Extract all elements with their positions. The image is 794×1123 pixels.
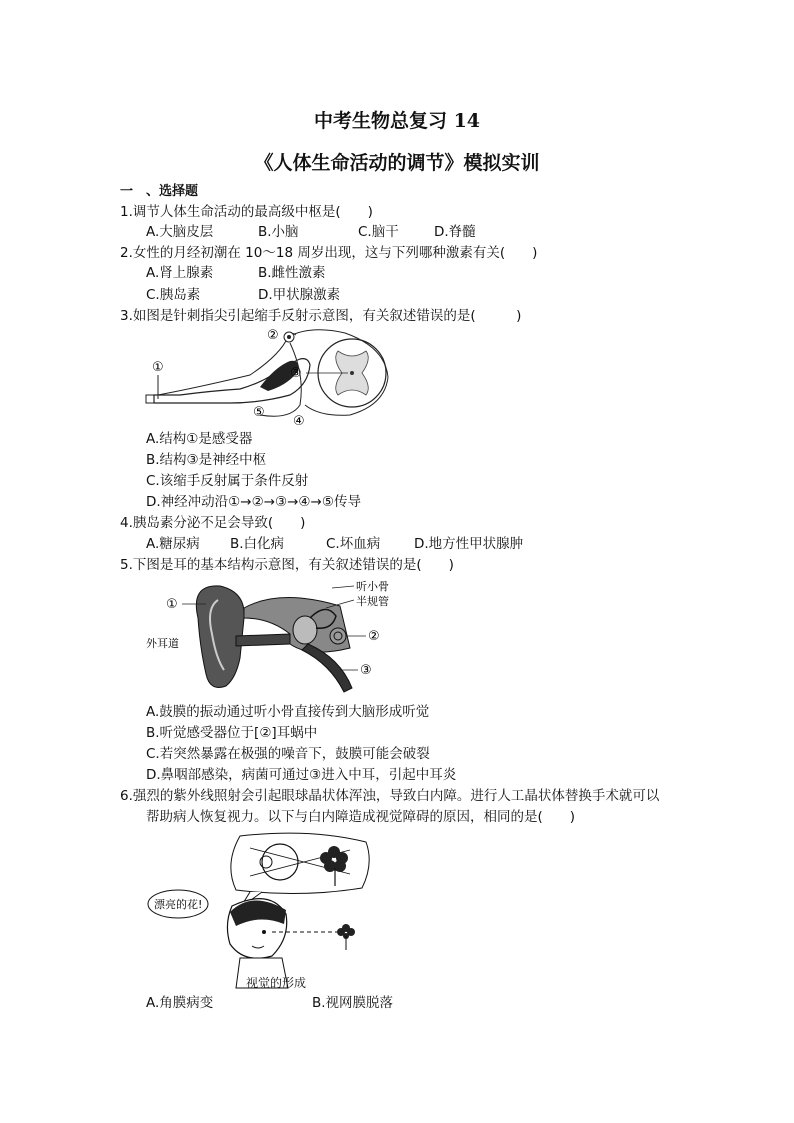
question-2-option-a: A.肾上腺素 — [146, 265, 214, 281]
question-1-option-b: B.小脑 — [258, 224, 299, 240]
question-3-option-c: C.该缩手反射属于条件反射 — [146, 473, 309, 489]
ear-label-canal: 外耳道 — [146, 637, 179, 650]
question-4-option-b: B.白化病 — [230, 536, 285, 552]
question-6-stem-continued: 帮助病人恢复视力。以下与白内障造成视觉障碍的原因，相同的是( ) — [146, 809, 576, 825]
question-5-option-c: C.若突然暴露在极强的噪音下，鼓膜可能会破裂 — [146, 746, 430, 762]
question-6-option-b: B.视网膜脱落 — [312, 995, 394, 1011]
vision-figure-caption: 视觉的形成 — [246, 976, 307, 990]
question-1-stem: 1.调节人体生命活动的最高级中枢是( ) — [120, 204, 373, 220]
question-6-stem: 6.强烈的紫外线照射会引起眼球晶状体浑浊，导致白内障。进行人工晶状体替换手术就可以 — [120, 788, 660, 804]
question-6-option-a: A.角膜病变 — [146, 995, 214, 1011]
question-1-option-c: C.脑干 — [358, 224, 399, 240]
ear-structure-figure — [140, 578, 400, 698]
question-5-stem: 5.下图是耳的基本结构示意图，有关叙述错误的是( ) — [120, 557, 454, 573]
question-1-option-a: A.大脑皮层 — [146, 224, 214, 240]
question-4-option-c: C.坏血病 — [326, 536, 381, 552]
page-subtitle: 《人体生命活动的调节》模拟实训 — [254, 152, 540, 174]
ear-label-3: ③ — [360, 663, 372, 678]
reflex-label-4: ④ — [293, 414, 305, 425]
reflex-arc-figure — [140, 325, 400, 425]
ear-label-1: ① — [166, 597, 178, 612]
question-1-option-d: D.脊髓 — [434, 224, 476, 240]
question-2-option-d: D.甲状腺激素 — [258, 287, 341, 303]
question-3-option-a: A.结构①是感受器 — [146, 431, 253, 447]
vision-formation-figure — [140, 828, 380, 993]
question-5-option-a: A.鼓膜的振动通过听小骨直接传到大脑形成听觉 — [146, 704, 430, 720]
section-heading: 一 、选择题 — [120, 184, 199, 199]
reflex-label-5: ⑤ — [253, 405, 265, 420]
ear-label-canals: 半规管 — [356, 595, 389, 608]
reflex-label-3: ③ — [290, 366, 302, 381]
speech-bubble-text: 漂亮的花! — [154, 898, 203, 911]
question-4-stem: 4.胰岛素分泌不足会导致( ) — [120, 515, 306, 531]
ear-label-2: ② — [368, 629, 380, 644]
question-2-stem: 2.女性的月经初潮在 10～18 周岁出现，这与下列哪种激素有关( ) — [120, 245, 538, 261]
reflex-label-1: ① — [152, 360, 164, 375]
question-5-option-d: D.鼻咽部感染，病菌可通过③进入中耳，引起中耳炎 — [146, 767, 457, 783]
reflex-label-2: ② — [267, 328, 279, 343]
question-3-stem: 3.如图是针刺指尖引起缩手反射示意图，有关叙述错误的是( ) — [120, 308, 522, 324]
ear-label-ossicles: 听小骨 — [356, 580, 389, 593]
question-5-option-b: B.听觉感受器位于[②]耳蜗中 — [146, 725, 318, 741]
page-title: 中考生物总复习 14 — [313, 110, 481, 132]
question-3-option-b: B.结构③是神经中枢 — [146, 452, 267, 468]
question-4-option-d: D.地方性甲状腺肿 — [414, 536, 524, 552]
question-4-option-a: A.糖尿病 — [146, 536, 200, 552]
question-2-option-c: C.胰岛素 — [146, 287, 201, 303]
question-3-option-d: D.神经冲动沿①→②→③→④→⑤传导 — [146, 494, 361, 510]
question-2-option-b: B.雌性激素 — [258, 265, 326, 281]
